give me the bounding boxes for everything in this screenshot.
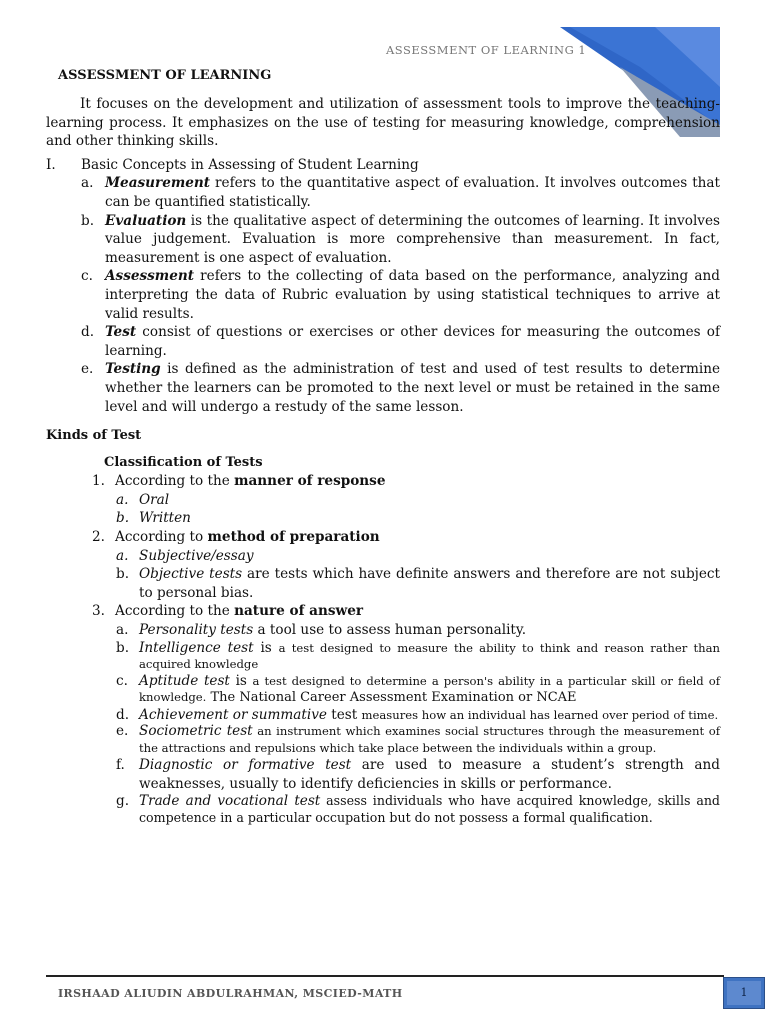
sub-item: b. Intelligence test is a test designed to measure the ability to think and reason rather than acquired knowledge [116, 639, 720, 672]
term: Testing [105, 361, 161, 378]
footer-author: IRSHAAD ALIUDIN ABDULRAHMAN, MSCIED-MATH [58, 987, 403, 1000]
document-body [46, 95, 720, 826]
kinds-heading: Kinds of Test [46, 428, 142, 444]
definition: refers to the quantitative aspect of evaluation. It involves outcomes that can be quantified statistically. [105, 175, 720, 210]
classification-item: 3. According to the nature of answer [92, 603, 364, 620]
sub-item: a. Personality tests a tool use to assess human personality. [116, 622, 527, 639]
section-number: I. [46, 156, 56, 173]
classification-item: 2. According to method of preparation [92, 529, 380, 546]
sub-item: c. Aptitude test is a test designed to determine a person's ability in a particular skill or field of knowledge. The National Career Assessment Examination or NCAE [116, 672, 721, 706]
page-title: ASSESSMENT OF LEARNING [58, 68, 272, 83]
sub-item: e. Sociometric test an instrument which examines social structures through the measurement of the attractions and repulsions which take place between the individuals within a group. [116, 723, 720, 755]
definition: is the qualitative aspect of determining the outcomes of learning. It involves value judgement. Evaluation is more comprehensive than measurement. In fact, measurement is one aspect of evaluation. [105, 212, 720, 266]
list-item: d. Test consist of questions or exercises or other devices for measuring the outcomes of learning. [81, 324, 720, 359]
term: Measurement [105, 175, 211, 192]
term: Assessment [105, 268, 195, 285]
definition: is defined as the administration of test and used of test results to determine whether the learners can be promoted to the next level or must be retained in the same level and will undergo a restudy of the same lesson. [105, 361, 720, 415]
sub-item: f. Diagnostic or formative test are used to measure a student’s strength and weaknesses, usually to identify deficiencies in skills or performance. [116, 757, 720, 792]
term: Evaluation [105, 212, 187, 229]
page-number: 1 [727, 981, 761, 1005]
definition: refers to the collecting of data based on the performance, analyzing and interpreting the data of Rubric evaluation by using statistical techniques to arrive at valid results. [105, 268, 720, 322]
section-heading [46, 156, 720, 175]
list-item: e. Testing is defined as the administration of test and used of test results to determine whether the learners can be promoted to the next level or must be retained in the same level and will undergo a restudy of the same lesson. [81, 361, 720, 415]
intro-paragraph: It focuses on the development and utilization of assessment tools to improve the teaching-learning process. It emphasizes on the use of testing for measuring knowledge, comprehension and other thinking skills. [46, 96, 720, 150]
list-item: c. Assessment refers to the collecting of data based on the performance, analyzing and interpreting the data of Rubric evaluation by using statistical techniques to arrive at valid results. [81, 268, 720, 322]
sub-item: b. Objective tests are tests which have definite answers and therefore are not subject to personal bias. [116, 566, 720, 601]
term: Test [105, 324, 137, 341]
sub-item: b. Written [116, 510, 191, 527]
classification-heading: Classification of Tests [104, 454, 263, 470]
classification-item: 1. According to the manner of response [92, 473, 386, 490]
list-item: a. Measurement refers to the quantitative aspect of evaluation. It involves outcomes that can be quantified statistically. [81, 175, 720, 210]
sub-item: g. Trade and vocational test assess individuals who have acquired knowledge, skills and competence in a particular occupation but do not possess a formal qualification. [116, 793, 720, 825]
sub-item: a. Oral [116, 491, 170, 508]
definition: consist of questions or exercises or other devices for measuring the outcomes of learning. [105, 324, 720, 359]
running-header: ASSESSMENT OF LEARNING 1 [386, 43, 587, 57]
sub-item: a. Subjective/essay [116, 547, 254, 564]
section-title: Basic Concepts in Assessing of Student Learning [81, 156, 419, 173]
sub-item: d. Achievement or summative test measures how an individual has learned over period of time. [116, 706, 719, 723]
list-item: b. Evaluation is the qualitative aspect of determining the outcomes of learning. It involves value judgement. Evaluation is more comprehensive than measurement. In fact, measurement is one aspect of evaluation. [81, 212, 720, 266]
footer-divider [46, 975, 724, 977]
